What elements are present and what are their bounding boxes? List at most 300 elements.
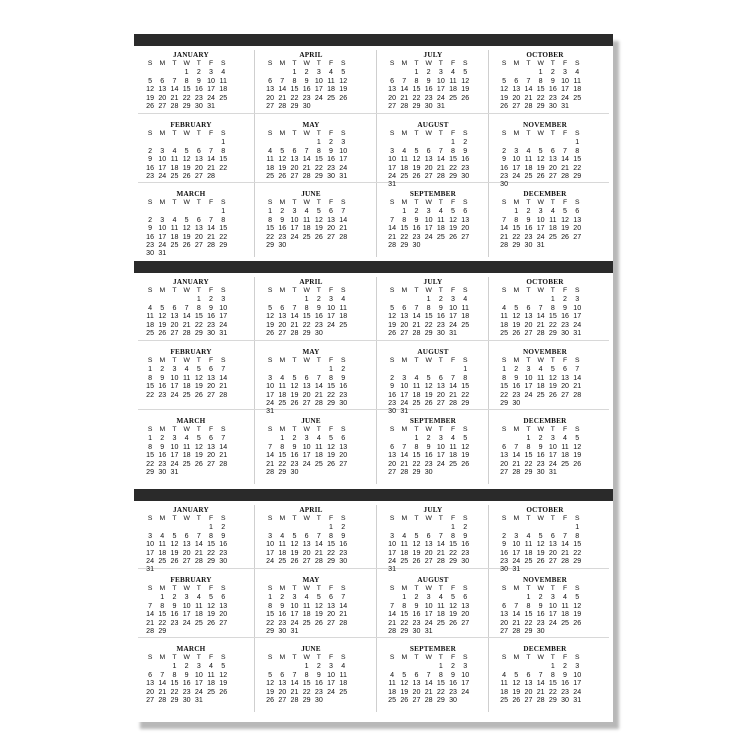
weekday-header: M xyxy=(401,585,408,592)
day-number: 8 xyxy=(172,670,177,679)
day-number: 3 xyxy=(316,68,321,77)
weekday-header: W xyxy=(183,287,190,294)
day-grid xyxy=(386,654,471,704)
day-number: 31 xyxy=(561,101,569,110)
day-number: 13 xyxy=(412,679,421,688)
weekday-header: S xyxy=(220,199,226,206)
day-number: 25 xyxy=(339,320,348,329)
weekday-header: S xyxy=(267,287,273,294)
weekday-header: T xyxy=(316,287,321,294)
day-number: 22 xyxy=(524,459,533,468)
day-number: 24 xyxy=(158,171,167,180)
day-number: 10 xyxy=(302,442,311,451)
weekday-header: M xyxy=(513,130,520,137)
day-number: 5 xyxy=(341,68,346,77)
day-number: 23 xyxy=(302,93,311,102)
day-number: 24 xyxy=(266,398,275,407)
day-number: 16 xyxy=(388,390,397,399)
day-number: 5 xyxy=(463,68,468,77)
day-number: 28 xyxy=(339,232,348,241)
day-number: 16 xyxy=(327,155,335,164)
weekday-header: S xyxy=(389,585,395,592)
year-band xyxy=(134,489,613,501)
day-grid xyxy=(144,199,229,258)
day-number: 16 xyxy=(314,312,323,321)
day-number: 9 xyxy=(451,670,455,679)
weekday-header: F xyxy=(208,357,214,364)
day-number: 2 xyxy=(550,68,555,77)
day-number: 24 xyxy=(400,398,409,407)
day-number: 18 xyxy=(412,390,421,399)
day-number: 8 xyxy=(148,373,153,382)
day-number: 5 xyxy=(268,303,273,312)
month-march xyxy=(136,645,246,707)
day-number: 24 xyxy=(561,93,569,102)
day-number: 25 xyxy=(461,320,470,329)
weekday-header: M xyxy=(513,654,520,661)
weekday-header: S xyxy=(147,357,153,364)
weekday-header: S xyxy=(389,287,395,294)
day-number: 15 xyxy=(573,540,582,549)
day-number: 9 xyxy=(148,224,153,233)
day-number: 20 xyxy=(512,93,521,102)
weekday-header: T xyxy=(550,426,555,433)
empty-day-cell xyxy=(181,295,193,303)
day-number: 28 xyxy=(146,626,155,635)
empty-day-cell xyxy=(522,138,534,146)
day-number: 14 xyxy=(290,312,299,321)
day-number: 25 xyxy=(302,618,311,627)
day-number: 27 xyxy=(424,556,433,565)
day-number: 19 xyxy=(388,320,397,329)
day-number: 30 xyxy=(524,240,533,249)
day-number: 24 xyxy=(548,618,557,627)
day-number: 31 xyxy=(548,467,557,476)
day-number: 21 xyxy=(314,390,323,399)
day-number: 15 xyxy=(182,85,191,94)
day-number: 11 xyxy=(412,382,421,391)
day-number: 12 xyxy=(278,155,287,164)
day-number: 27 xyxy=(327,618,335,627)
column-divider xyxy=(488,277,489,484)
day-number: 16 xyxy=(512,382,521,391)
empty-day-cell xyxy=(144,138,156,146)
day-number: 21 xyxy=(424,687,433,696)
day-number: 21 xyxy=(449,390,457,399)
weekday-header: T xyxy=(438,426,443,433)
weekday-header: S xyxy=(462,515,468,522)
day-number: 6 xyxy=(304,373,309,382)
day-number: 20 xyxy=(573,224,582,233)
day-number: 1 xyxy=(426,295,431,304)
weekday-header: S xyxy=(267,130,273,137)
day-number: 5 xyxy=(221,662,226,671)
month-title: MARCH xyxy=(176,190,206,198)
day-number: 4 xyxy=(538,365,543,374)
weekday-header: M xyxy=(279,130,286,137)
month-title: SEPTEMBER xyxy=(409,645,457,653)
day-number: 23 xyxy=(170,618,179,627)
day-number: 18 xyxy=(278,390,287,399)
day-number: 26 xyxy=(500,101,509,110)
day-number: 8 xyxy=(160,601,165,610)
day-number: 23 xyxy=(561,687,569,696)
day-number: 17 xyxy=(302,451,311,460)
day-number: 31 xyxy=(436,101,445,110)
day-number: 16 xyxy=(158,451,167,460)
day-number: 29 xyxy=(573,171,582,180)
day-number: 7 xyxy=(514,442,519,451)
weekday-header: W xyxy=(537,426,544,433)
day-number: 16 xyxy=(461,155,470,164)
day-number: 11 xyxy=(182,442,191,451)
day-number: 7 xyxy=(402,442,407,451)
day-grid xyxy=(386,130,471,189)
month-october xyxy=(490,506,600,574)
empty-day-cell xyxy=(435,523,447,531)
day-grid xyxy=(498,585,583,635)
day-number: 19 xyxy=(461,85,470,94)
day-number: 13 xyxy=(207,442,215,451)
weekday-header: T xyxy=(172,199,177,206)
day-number: 9 xyxy=(538,442,543,451)
day-number: 6 xyxy=(292,146,297,155)
day-number: 17 xyxy=(400,390,409,399)
weekday-header: F xyxy=(328,60,334,67)
month-title: SEPTEMBER xyxy=(409,190,457,198)
day-number: 18 xyxy=(436,224,445,233)
month-title: OCTOBER xyxy=(526,506,564,514)
day-number: 7 xyxy=(341,207,346,216)
weekday-header: M xyxy=(159,654,166,661)
month-title: NOVEMBER xyxy=(523,121,567,129)
day-number: 26 xyxy=(146,101,155,110)
day-number: 11 xyxy=(573,76,581,85)
day-number: 4 xyxy=(209,662,213,671)
day-number: 18 xyxy=(461,312,470,321)
day-number: 16 xyxy=(278,610,287,619)
day-number: 14 xyxy=(524,85,533,94)
month-title: DECEMBER xyxy=(523,645,567,653)
day-number: 19 xyxy=(170,548,179,557)
day-number: 1 xyxy=(550,295,555,304)
day-number: 18 xyxy=(278,548,287,557)
day-number: 3 xyxy=(160,215,165,224)
day-number: 20 xyxy=(500,618,509,627)
empty-day-cell xyxy=(559,138,571,146)
weekday-header: W xyxy=(537,515,544,522)
day-number: 28 xyxy=(314,556,323,565)
day-number: 9 xyxy=(280,601,285,610)
day-number: 17 xyxy=(436,451,445,460)
day-number: 4 xyxy=(390,670,395,679)
day-number: 30 xyxy=(219,556,228,565)
day-number: 24 xyxy=(388,171,397,180)
day-number: 17 xyxy=(536,224,545,233)
day-number: 16 xyxy=(412,224,421,233)
empty-day-cell xyxy=(547,138,559,146)
day-number: 9 xyxy=(463,531,468,540)
day-number: 27 xyxy=(561,390,569,399)
day-number: 27 xyxy=(182,556,191,565)
day-number: 5 xyxy=(268,670,273,679)
day-number: 30 xyxy=(314,695,323,704)
day-number: 10 xyxy=(548,442,557,451)
day-number: 14 xyxy=(388,224,397,233)
month-may xyxy=(256,348,366,416)
day-number: 11 xyxy=(400,155,408,164)
weekday-header: T xyxy=(414,130,419,137)
day-number: 20 xyxy=(412,687,421,696)
day-number: 23 xyxy=(548,93,557,102)
day-number: 17 xyxy=(158,232,167,241)
day-number: 19 xyxy=(449,610,457,619)
empty-day-cell xyxy=(386,434,398,442)
day-number: 26 xyxy=(400,695,409,704)
day-number: 24 xyxy=(436,93,445,102)
weekday-header: M xyxy=(159,426,166,433)
day-number: 10 xyxy=(524,373,533,382)
weekday-header: T xyxy=(172,426,177,433)
day-number: 30 xyxy=(158,467,167,476)
day-number: 13 xyxy=(436,382,445,391)
day-number: 21 xyxy=(400,93,409,102)
day-number: 4 xyxy=(304,207,309,216)
day-number: 13 xyxy=(424,540,433,549)
day-number: 22 xyxy=(170,687,179,696)
day-number: 2 xyxy=(304,68,309,77)
day-number: 6 xyxy=(160,76,165,85)
day-number: 12 xyxy=(548,373,557,382)
day-number: 29 xyxy=(424,328,433,337)
day-grid xyxy=(498,357,583,407)
day-number: 18 xyxy=(146,320,155,329)
day-number: 10 xyxy=(170,442,179,451)
day-number: 14 xyxy=(170,85,179,94)
day-number: 2 xyxy=(538,434,543,443)
day-number: 6 xyxy=(209,434,213,443)
day-number: 10 xyxy=(219,303,228,312)
day-number: 1 xyxy=(402,207,407,216)
day-number: 27 xyxy=(524,695,533,704)
day-number: 26 xyxy=(449,232,457,241)
day-number: 18 xyxy=(573,85,582,94)
month-february xyxy=(136,576,246,638)
day-number: 15 xyxy=(400,224,409,233)
day-number: 29 xyxy=(158,626,167,635)
day-number: 14 xyxy=(146,610,155,619)
column-divider xyxy=(488,50,489,257)
day-number: 27 xyxy=(278,328,287,337)
day-grid xyxy=(264,426,349,476)
empty-day-cell xyxy=(522,68,534,76)
month-title: AUGUST xyxy=(417,121,449,129)
day-number: 28 xyxy=(412,328,421,337)
day-number: 24 xyxy=(512,171,521,180)
day-number: 21 xyxy=(412,320,421,329)
day-number: 27 xyxy=(158,101,167,110)
day-number: 22 xyxy=(573,163,582,172)
day-number: 7 xyxy=(196,531,201,540)
day-number: 13 xyxy=(327,215,335,224)
day-number: 1 xyxy=(451,523,455,532)
weekday-header: F xyxy=(450,130,456,137)
day-number: 28 xyxy=(266,467,275,476)
day-number: 8 xyxy=(402,215,407,224)
day-number: 18 xyxy=(219,85,228,94)
day-number: 6 xyxy=(329,207,333,216)
day-number: 8 xyxy=(550,303,555,312)
day-number: 21 xyxy=(219,451,228,460)
weekday-header: T xyxy=(316,357,321,364)
day-number: 16 xyxy=(339,540,348,549)
empty-day-cell xyxy=(510,68,522,76)
weekday-header: F xyxy=(562,130,568,137)
day-number: 21 xyxy=(512,459,521,468)
day-number: 18 xyxy=(339,312,348,321)
day-number: 7 xyxy=(563,531,567,540)
weekday-header: T xyxy=(292,199,297,206)
day-number: 4 xyxy=(341,295,346,304)
day-number: 8 xyxy=(316,146,321,155)
empty-day-cell xyxy=(288,662,300,670)
weekday-header: T xyxy=(196,654,201,661)
month-december xyxy=(490,417,600,479)
day-grid xyxy=(386,426,471,476)
day-number: 31 xyxy=(536,240,545,249)
day-number: 28 xyxy=(219,390,228,399)
weekday-header: S xyxy=(340,130,346,137)
day-number: 17 xyxy=(512,548,521,557)
day-number: 4 xyxy=(402,531,407,540)
day-number: 3 xyxy=(550,434,555,443)
day-number: 9 xyxy=(221,531,226,540)
day-number: 20 xyxy=(339,451,348,460)
day-number: 6 xyxy=(184,531,189,540)
day-number: 5 xyxy=(184,146,189,155)
day-number: 3 xyxy=(172,365,177,374)
day-number: 29 xyxy=(327,556,335,565)
day-number: 6 xyxy=(268,76,273,85)
day-number: 5 xyxy=(514,303,519,312)
column-divider xyxy=(254,50,255,257)
weekday-header: W xyxy=(303,287,310,294)
day-number: 20 xyxy=(207,451,215,460)
day-number: 27 xyxy=(512,101,521,110)
day-number: 5 xyxy=(316,593,321,602)
day-number: 18 xyxy=(400,548,409,557)
day-number: 2 xyxy=(209,295,213,304)
day-number: 3 xyxy=(514,531,519,540)
day-number: 6 xyxy=(196,215,201,224)
empty-day-cell xyxy=(535,662,547,670)
day-number: 23 xyxy=(146,171,155,180)
empty-day-cell xyxy=(313,365,325,373)
day-number: 23 xyxy=(461,163,470,172)
day-number: 28 xyxy=(512,467,521,476)
day-number: 25 xyxy=(170,240,179,249)
day-number: 26 xyxy=(449,618,457,627)
day-number: 29 xyxy=(302,695,311,704)
day-number: 23 xyxy=(461,548,470,557)
weekday-header: T xyxy=(414,199,419,206)
day-number: 9 xyxy=(148,155,153,164)
day-number: 5 xyxy=(451,593,455,602)
day-number: 18 xyxy=(339,679,348,688)
day-number: 9 xyxy=(426,442,431,451)
day-number: 1 xyxy=(329,365,333,374)
day-number: 26 xyxy=(314,618,323,627)
day-number: 9 xyxy=(563,303,567,312)
day-number: 19 xyxy=(512,687,521,696)
day-number: 19 xyxy=(573,610,582,619)
day-number: 7 xyxy=(426,670,431,679)
empty-day-cell xyxy=(510,662,522,670)
day-grid xyxy=(264,515,349,565)
day-number: 13 xyxy=(146,679,155,688)
day-number: 3 xyxy=(184,593,189,602)
day-number: 7 xyxy=(292,670,297,679)
day-number: 30 xyxy=(424,467,433,476)
month-title: FEBRUARY xyxy=(170,348,212,356)
day-number: 26 xyxy=(536,556,545,565)
day-number: 25 xyxy=(219,93,228,102)
column-divider xyxy=(376,505,377,712)
day-number: 14 xyxy=(314,540,323,549)
day-number: 22 xyxy=(500,390,509,399)
weekday-header: S xyxy=(340,654,346,661)
empty-day-cell xyxy=(276,68,288,76)
day-number: 20 xyxy=(327,610,335,619)
day-number: 22 xyxy=(158,618,167,627)
day-number: 24 xyxy=(548,459,557,468)
day-number: 12 xyxy=(512,312,521,321)
weekday-header: S xyxy=(267,426,273,433)
day-number: 16 xyxy=(207,312,215,321)
day-number: 22 xyxy=(461,390,470,399)
weekday-header: S xyxy=(340,585,346,592)
day-number: 12 xyxy=(146,85,155,94)
weekday-header: M xyxy=(159,199,166,206)
day-number: 6 xyxy=(563,365,567,374)
day-number: 29 xyxy=(400,626,409,635)
day-number: 18 xyxy=(449,451,457,460)
month-november xyxy=(490,576,600,638)
day-number: 7 xyxy=(268,442,273,451)
day-number: 2 xyxy=(414,207,419,216)
day-number: 15 xyxy=(412,85,421,94)
day-number: 29 xyxy=(302,328,311,337)
day-number: 14 xyxy=(339,601,348,610)
day-number: 17 xyxy=(170,382,179,391)
month-november xyxy=(490,348,600,410)
day-number: 8 xyxy=(538,76,543,85)
month-december xyxy=(490,190,600,252)
day-number: 30 xyxy=(500,180,509,189)
weekday-header: S xyxy=(574,654,580,661)
month-title: JANUARY xyxy=(173,278,209,286)
empty-day-cell xyxy=(386,365,398,373)
day-number: 26 xyxy=(219,687,228,696)
weekday-header: S xyxy=(501,199,507,206)
day-number: 2 xyxy=(514,365,519,374)
empty-day-cell xyxy=(276,138,288,146)
weekday-header: T xyxy=(196,60,201,67)
empty-day-cell xyxy=(288,365,300,373)
day-number: 14 xyxy=(278,85,287,94)
weekday-header: S xyxy=(462,287,468,294)
day-number: 29 xyxy=(524,626,533,635)
